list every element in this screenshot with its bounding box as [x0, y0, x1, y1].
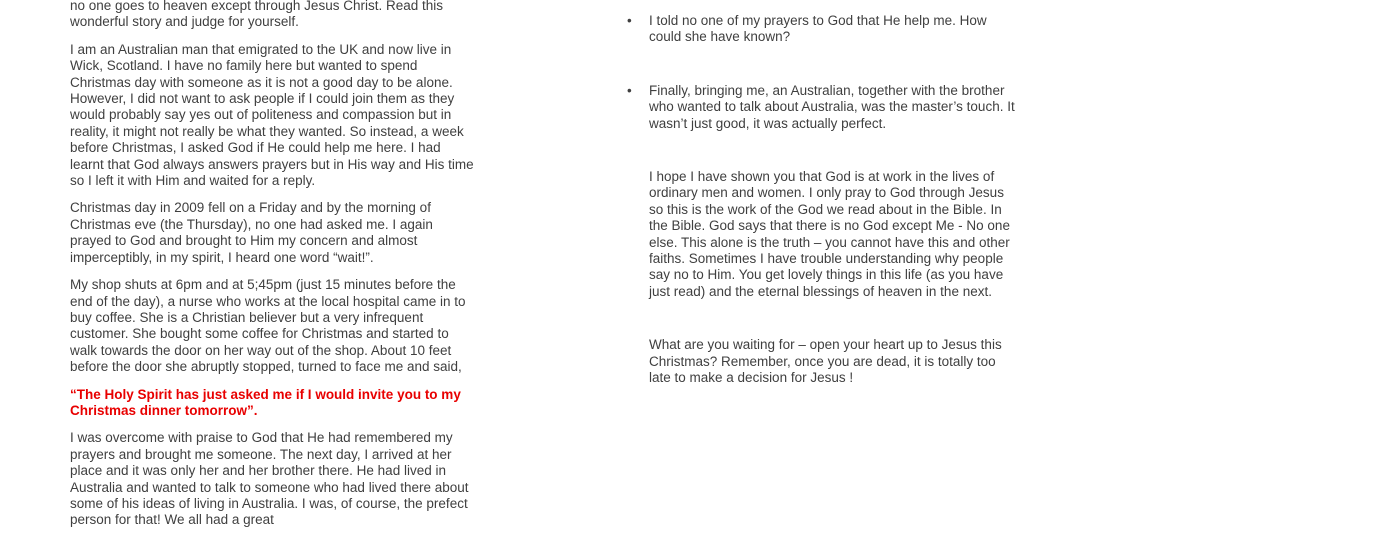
bullet-list	[627, 13, 1021, 132]
paragraph-overcome-with-praise: I was overcome with praise to God that He had remembered my prayers and brought me someone. The next day, I arrived at her place and it was only her and her brother there. He had lived in Australia and wanted to talk to someone who had lived there about some of his ideas of living in Australia. I was, of course, the prefect person for that! We all had a great	[70, 430, 469, 528]
bullet-item	[627, 83, 1021, 132]
right-text-column	[627, 13, 1021, 424]
paragraph-christmas-2009: Christmas day in 2009 fell on a Friday and by the morning of Christmas eve (the Thursday), no one had asked me. I again prayed to God and brought to Him my concern and almost imperceptibly, in my spirit, I heard one word “wait!”.	[70, 200, 433, 265]
left-text-column	[70, 0, 476, 540]
paragraph-god-at-work: I hope I have shown you that God is at work in the lives of ordinary men and women. I only pray to God through Jesus so this is the work of the God we read about in the Bible. In the Bible. God says that there is no God except Me - No one else. This alone is the truth – you cannot have this and other faiths. Sometimes I have trouble understanding why people say no to Him. You get lovely things in this life (as you have just read) and the eternal blessings of heaven in the next.	[649, 169, 1010, 299]
bullet-text: I told no one of my prayers to God that He help me. How could she have known?	[649, 13, 987, 45]
highlighted-quote: “The Holy Spirit has just asked me if I would invite you to my Christmas dinner tomorrow”.	[70, 386, 461, 418]
bullet-item	[627, 13, 1021, 46]
bullet-text: Finally, bringing me, an Australian, together with the brother who wanted to talk about Australia, was the master’s touch. It wasn’t just good, it was actually perfect.	[649, 82, 1015, 131]
paragraph-what-are-you-waiting-for: What are you waiting for – open your heart up to Jesus this Christmas? Remember, once you are dead, it is totally too late to make a decision for Jesus !	[649, 337, 1002, 386]
bullet-icon: •	[627, 82, 632, 98]
bullet-icon: •	[627, 13, 632, 28]
paragraph-australian-man: I am an Australian man that emigrated to the UK and now live in Wick, Scotland. I have no family here but wanted to spend Christmas day with someone as it is not a good day to be alone. However, I did not want to ask people if I could join them as they would probably say yes out of politeness and compassion but in reality, it might not really be what they wanted. So instead, a week before Christmas, I asked God if He could help me here. I had learnt that God always answers prayers but in His way and His time so I left it with Him and waited for a reply.	[70, 41, 474, 189]
paragraph-continuation: no one goes to heaven except through Jesus Christ. Read this wonderful story and judge for yourself.	[70, 0, 443, 30]
paragraph-shop-nurse: My shop shuts at 6pm and at 5;45pm (just 15 minutes before the end of the day), a nurse who works at the local hospital came in to buy coffee. She is a Christian believer but a very infrequent customer. She bought some coffee for Christmas and started to walk towards the door on her way out of the shop. About 10 feet before the door she abruptly stopped, turned to face me and said,	[70, 277, 466, 375]
